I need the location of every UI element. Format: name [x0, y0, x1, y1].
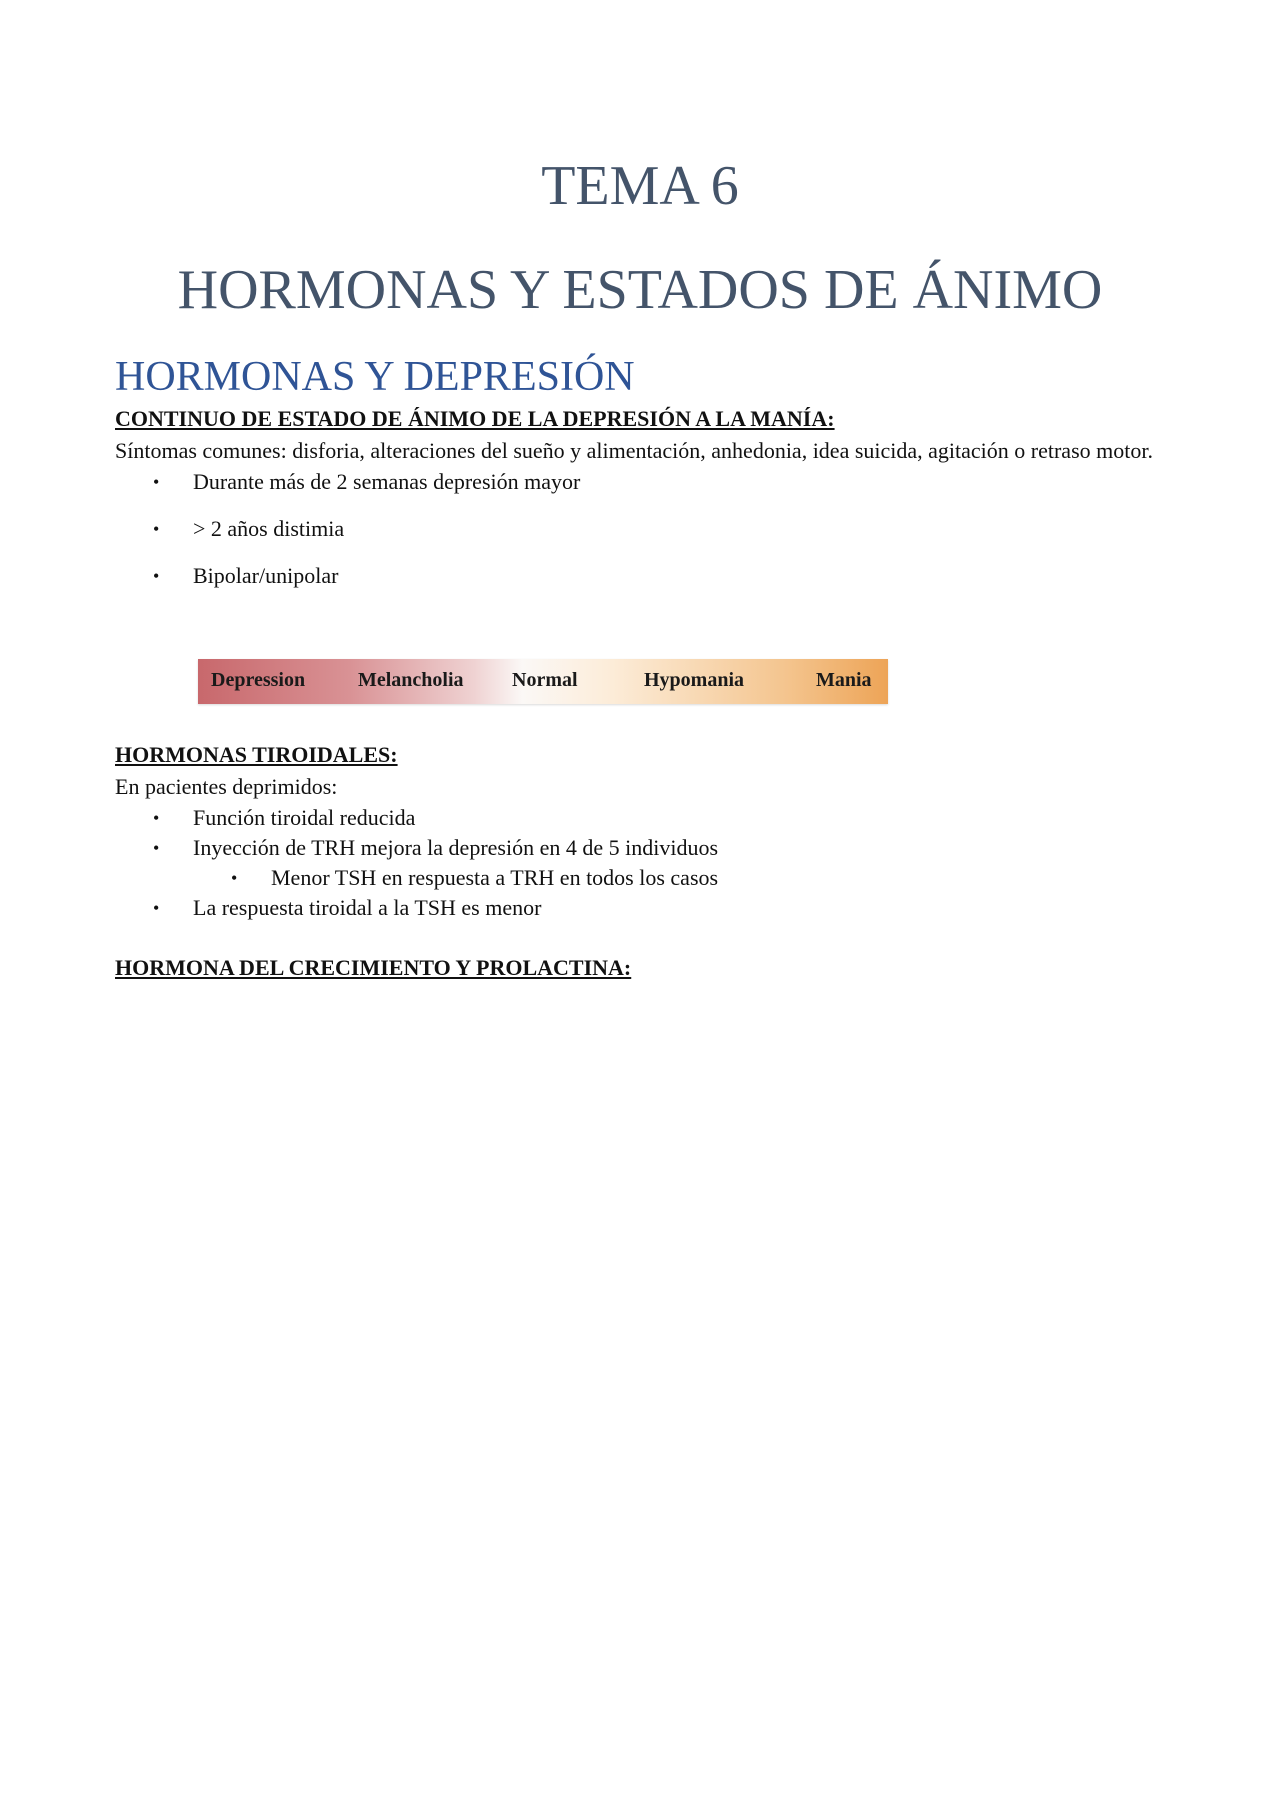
list-item-text: > 2 años distimia	[193, 516, 345, 541]
list-item	[115, 514, 1165, 544]
spacer	[115, 923, 1165, 953]
mood-label-hypomania: Hypomania	[644, 669, 745, 691]
mood-label-normal: Normal	[512, 669, 578, 691]
list-item-text: Bipolar/unipolar	[193, 563, 339, 588]
bullet-icon: •	[153, 838, 160, 858]
spacer	[115, 704, 1165, 740]
bullet-icon: •	[153, 472, 160, 492]
list-item-text: Función tiroidal reducida	[193, 805, 416, 830]
bullet-icon: •	[153, 898, 160, 918]
list-item-text: Menor TSH en respuesta a TRH en todos los casos	[271, 865, 719, 890]
mood-spectrum-bar	[198, 659, 888, 704]
list-item	[115, 467, 1165, 497]
bullet-icon: •	[153, 566, 160, 586]
list-item	[115, 863, 1165, 893]
title-block	[115, 0, 1165, 326]
list-item	[115, 561, 1165, 591]
document-title: TEMA 6	[541, 155, 739, 217]
list-item-text: La respuesta tiroidal a la TSH es menor	[193, 895, 542, 920]
bullet-icon: •	[153, 519, 160, 539]
depression-bullet-list	[115, 467, 1165, 591]
list-item	[115, 803, 1165, 833]
bullet-icon: •	[153, 808, 160, 828]
section-heading-depresion: HORMONAS Y DEPRESIÓN	[115, 354, 635, 400]
list-item-text: Durante más de 2 semanas depresión mayor	[193, 469, 581, 494]
tiroidales-intro: En pacientes deprimidos:	[115, 774, 338, 799]
subheading-crecimiento: HORMONA DEL CRECIMIENTO Y PROLACTINA:	[115, 955, 632, 980]
subheading-continuo: CONTINUO DE ESTADO DE ÁNIMO DE LA DEPRESIÓN A LA MANÍA:	[115, 406, 835, 431]
list-item-text: Inyección de TRH mejora la depresión en 4 de 5 individuos	[193, 835, 719, 860]
mood-label-melancholia: Melancholia	[358, 669, 464, 691]
symptoms-paragraph: Síntomas comunes: disforia, alteraciones del sueño y alimentación, anhedonia, idea suicida, agitación o retraso motor.	[115, 438, 1153, 463]
list-item	[115, 893, 1165, 923]
list-item	[115, 833, 1165, 863]
subheading-tiroidales: HORMONAS TIROIDALES:	[115, 742, 398, 767]
mood-label-depression: Depression	[211, 669, 306, 691]
document-subtitle: HORMONAS Y ESTADOS DE ÁNIMO	[177, 259, 1103, 321]
bullet-icon: •	[231, 868, 238, 888]
thyroid-bullet-list	[115, 803, 1165, 923]
mood-label-mania: Mania	[816, 669, 872, 691]
